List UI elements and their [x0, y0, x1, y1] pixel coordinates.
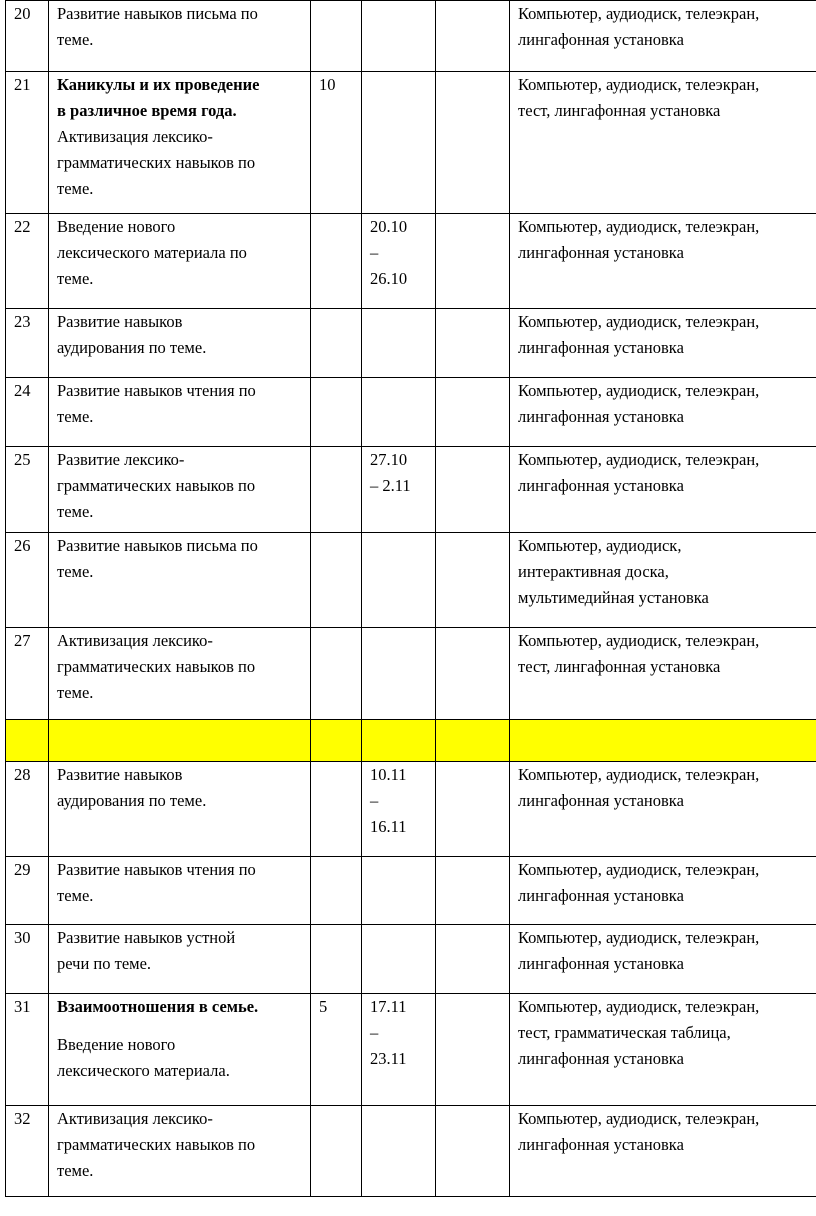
dates-cell [362, 628, 436, 720]
lesson-topic-cell [49, 994, 311, 1106]
lesson-topic-line: грамматических навыков по [57, 657, 256, 676]
resource-line: Компьютер, аудиодиск, телеэкран, [518, 4, 760, 23]
lesson-topic-line: Развитие навыков [57, 765, 183, 784]
resources-cell [510, 447, 816, 533]
lesson-number-cell [6, 857, 49, 925]
empty-cell [436, 309, 510, 378]
dates-cell [362, 857, 436, 925]
date-range-line: 20.10 [370, 217, 408, 236]
lesson-plan-table [5, 0, 816, 1197]
lesson-number: 31 [14, 997, 31, 1016]
lesson-topic-cell [49, 762, 311, 857]
empty-cell [436, 1106, 510, 1197]
spacer [57, 1020, 302, 1032]
resource-line: лингафонная установка [518, 886, 684, 905]
dates-cell [362, 533, 436, 628]
lesson-topic-line: Развитие навыков чтения по [57, 381, 256, 400]
resources-cell [510, 309, 816, 378]
highlighted-cell [362, 720, 436, 762]
lesson-topic-line: Развитие навыков чтения по [57, 860, 256, 879]
lesson-topic-cell [49, 857, 311, 925]
lesson-topic-line: лексического материала по [57, 243, 247, 262]
hours-value: 5 [319, 997, 328, 1016]
lesson-number-cell [6, 533, 49, 628]
highlighted-cell [510, 720, 816, 762]
resources-cell [510, 994, 816, 1106]
date-range-line: – [370, 791, 379, 810]
resource-line: Компьютер, аудиодиск, телеэкран, [518, 381, 760, 400]
lesson-number: 32 [14, 1109, 31, 1128]
unit-title: в различное время года. [57, 101, 237, 120]
lesson-topic-line: теме. [57, 886, 94, 905]
resource-line: интерактивная доска, [518, 562, 669, 581]
dates-cell [362, 309, 436, 378]
hours-cell [311, 994, 362, 1106]
highlighted-cell [311, 720, 362, 762]
hours-cell [311, 309, 362, 378]
lesson-number-cell [6, 925, 49, 994]
lesson-topic-line: Активизация лексико- [57, 127, 213, 146]
lesson-number-cell [6, 1106, 49, 1197]
table-row [6, 309, 816, 378]
table-row [6, 1106, 816, 1197]
empty-cell [436, 994, 510, 1106]
hours-value: 10 [319, 75, 336, 94]
lesson-topic-line: теме. [57, 407, 94, 426]
lesson-topic-line: грамматических навыков по [57, 153, 256, 172]
resource-line: Компьютер, аудиодиск, телеэкран, [518, 312, 760, 331]
lesson-number: 24 [14, 381, 31, 400]
resources-cell [510, 925, 816, 994]
lesson-number-cell [6, 72, 49, 214]
empty-cell [436, 447, 510, 533]
lesson-topic-cell [49, 628, 311, 720]
lesson-topic-cell [49, 1, 311, 72]
resource-line: лингафонная установка [518, 338, 684, 357]
lesson-topic-line: Активизация лексико- [57, 631, 213, 650]
date-range-line: 27.10 [370, 450, 408, 469]
date-range-line: 23.11 [370, 1049, 407, 1068]
empty-cell [436, 1, 510, 72]
lesson-topic-line: грамматических навыков по [57, 1135, 256, 1154]
resource-line: тест, лингафонная установка [518, 101, 721, 120]
lesson-topic-line: теме. [57, 1161, 94, 1180]
lesson-topic-line: теме. [57, 683, 94, 702]
resources-cell [510, 1, 816, 72]
table-row [6, 72, 816, 214]
lesson-topic-line: Развитие навыков письма по [57, 4, 258, 23]
lesson-plan-body [6, 1, 816, 1197]
empty-cell [436, 533, 510, 628]
lesson-number-cell [6, 378, 49, 447]
lesson-topic-line: грамматических навыков по [57, 476, 256, 495]
resource-line: Компьютер, аудиодиск, телеэкран, [518, 631, 760, 650]
empty-cell [436, 762, 510, 857]
dates-cell [362, 925, 436, 994]
lesson-topic-line: Введение нового [57, 1035, 176, 1054]
date-range-line: 10.11 [370, 765, 407, 784]
lesson-topic-cell [49, 378, 311, 447]
resources-cell [510, 1106, 816, 1197]
lesson-topic-line: теме. [57, 30, 94, 49]
lesson-number: 23 [14, 312, 31, 331]
lesson-topic-line: теме. [57, 269, 94, 288]
resource-line: тест, лингафонная установка [518, 657, 721, 676]
resource-line: лингафонная установка [518, 791, 684, 810]
resource-line: лингафонная установка [518, 30, 684, 49]
resource-line: мультимедийная установка [518, 588, 709, 607]
dates-cell [362, 1, 436, 72]
lesson-topic-line: Активизация лексико- [57, 1109, 213, 1128]
table-row [6, 857, 816, 925]
resource-line: Компьютер, аудиодиск, телеэкран, [518, 450, 760, 469]
resource-line: Компьютер, аудиодиск, телеэкран, [518, 860, 760, 879]
empty-cell [436, 378, 510, 447]
resources-cell [510, 762, 816, 857]
hours-cell [311, 214, 362, 309]
hours-cell [311, 378, 362, 447]
resource-line: Компьютер, аудиодиск, [518, 536, 682, 555]
lesson-number-cell [6, 994, 49, 1106]
date-range-line: – [370, 243, 379, 262]
lesson-number-cell [6, 628, 49, 720]
date-range-line: 17.11 [370, 997, 407, 1016]
hours-cell [311, 533, 362, 628]
table-row [6, 447, 816, 533]
hours-cell [311, 72, 362, 214]
resource-line: лингафонная установка [518, 954, 684, 973]
highlighted-cell [436, 720, 510, 762]
lesson-topic-line: теме. [57, 179, 94, 198]
lesson-number: 22 [14, 217, 31, 236]
lesson-number-cell [6, 447, 49, 533]
lesson-topic-cell [49, 1106, 311, 1197]
lesson-number: 25 [14, 450, 31, 469]
table-row [6, 762, 816, 857]
lesson-number: 27 [14, 631, 31, 650]
resource-line: Компьютер, аудиодиск, телеэкран, [518, 217, 760, 236]
empty-cell [436, 72, 510, 214]
empty-cell [436, 628, 510, 720]
resource-line: тест, грамматическая таблица, [518, 1023, 731, 1042]
date-range-line: – [370, 1023, 379, 1042]
lesson-number: 20 [14, 4, 31, 23]
lesson-number-cell [6, 762, 49, 857]
hours-cell [311, 925, 362, 994]
lesson-topic-cell [49, 309, 311, 378]
table-row [6, 1, 816, 72]
lesson-number-cell [6, 309, 49, 378]
table-row [6, 533, 816, 628]
empty-cell [436, 857, 510, 925]
date-range-line: – 2.11 [370, 476, 411, 495]
hours-cell [311, 857, 362, 925]
dates-cell [362, 1106, 436, 1197]
highlighted-cell [6, 720, 49, 762]
table-row [6, 378, 816, 447]
hours-cell [311, 1, 362, 72]
lesson-topic-cell [49, 533, 311, 628]
resources-cell [510, 72, 816, 214]
lesson-topic-cell [49, 72, 311, 214]
dates-cell [362, 762, 436, 857]
dates-cell [362, 378, 436, 447]
resources-cell [510, 214, 816, 309]
lesson-number: 30 [14, 928, 31, 947]
highlighted-cell [49, 720, 311, 762]
lesson-number-cell [6, 214, 49, 309]
dates-cell [362, 447, 436, 533]
lesson-topic-line: речи по теме. [57, 954, 152, 973]
lesson-topic-line: аудирования по теме. [57, 338, 207, 357]
resource-line: лингафонная установка [518, 1049, 684, 1068]
dates-cell [362, 72, 436, 214]
lesson-topic-line: лексического материала. [57, 1061, 230, 1080]
lesson-topic-line: Развитие навыков устной [57, 928, 236, 947]
table-row [6, 994, 816, 1106]
lesson-topic-cell [49, 214, 311, 309]
hours-cell [311, 447, 362, 533]
resource-line: лингафонная установка [518, 1135, 684, 1154]
dates-cell [362, 994, 436, 1106]
lesson-number: 29 [14, 860, 31, 879]
resource-line: Компьютер, аудиодиск, телеэкран, [518, 997, 760, 1016]
lesson-topic-line: теме. [57, 562, 94, 581]
table-row [6, 925, 816, 994]
resources-cell [510, 378, 816, 447]
lesson-topic-cell [49, 925, 311, 994]
resource-line: лингафонная установка [518, 476, 684, 495]
unit-title: Каникулы и их проведение [57, 75, 260, 94]
resource-line: лингафонная установка [518, 243, 684, 262]
resource-line: Компьютер, аудиодиск, телеэкран, [518, 1109, 760, 1128]
lesson-number: 26 [14, 536, 31, 555]
resource-line: Компьютер, аудиодиск, телеэкран, [518, 928, 760, 947]
empty-cell [436, 214, 510, 309]
table-row [6, 628, 816, 720]
lesson-topic-line: Развитие лексико- [57, 450, 185, 469]
unit-title: Взаимоотношения в семье. [57, 997, 259, 1016]
highlighted-separator-row [6, 720, 816, 762]
lesson-topic-line: Развитие навыков [57, 312, 183, 331]
date-range-line: 26.10 [370, 269, 408, 288]
lesson-number: 28 [14, 765, 31, 784]
resource-line: лингафонная установка [518, 407, 684, 426]
resources-cell [510, 628, 816, 720]
empty-cell [436, 925, 510, 994]
lesson-topic-line: аудирования по теме. [57, 791, 207, 810]
lesson-topic-line: Развитие навыков письма по [57, 536, 258, 555]
lesson-number: 21 [14, 75, 31, 94]
resource-line: Компьютер, аудиодиск, телеэкран, [518, 75, 760, 94]
lesson-topic-line: теме. [57, 502, 94, 521]
date-range-line: 16.11 [370, 817, 407, 836]
lesson-number-cell [6, 1, 49, 72]
resources-cell [510, 857, 816, 925]
table-row [6, 214, 816, 309]
resource-line: Компьютер, аудиодиск, телеэкран, [518, 765, 760, 784]
dates-cell [362, 214, 436, 309]
hours-cell [311, 1106, 362, 1197]
hours-cell [311, 628, 362, 720]
resources-cell [510, 533, 816, 628]
lesson-topic-line: Введение нового [57, 217, 176, 236]
hours-cell [311, 762, 362, 857]
lesson-topic-cell [49, 447, 311, 533]
